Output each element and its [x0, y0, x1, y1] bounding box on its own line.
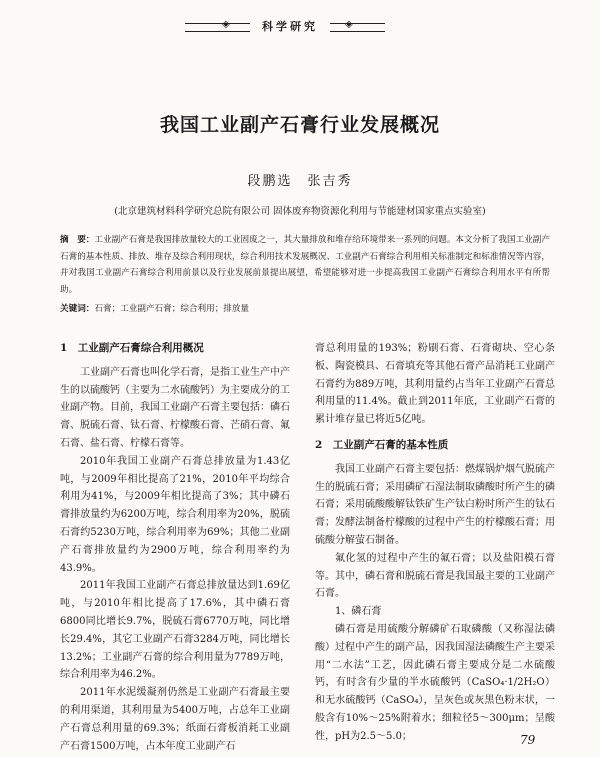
page-number: 79	[520, 733, 536, 747]
subsection-heading: 1、磷石膏	[335, 606, 382, 618]
left-column	[60, 340, 290, 755]
authors: 段鹏选 张吉秀	[247, 174, 353, 189]
right-column	[315, 340, 555, 746]
affiliation: (北京建筑材料科学研究总院有限公司 固体废弃物资源化利用与节能建材国家重点实验室)	[114, 206, 486, 217]
journal-section-header	[0, 18, 600, 58]
keywords-text: 石膏；工业副产石膏；综合利用；排放量	[94, 304, 250, 314]
section-label: 科学研究	[250, 18, 330, 34]
keywords	[60, 302, 550, 314]
body-paragraph: 工业副产石膏也叫化学石膏，是指工业生产中产生的以硫酸钙（主要为二水硫酸钙）为主要成分的工业副产物。目前，我国工业副产石膏主要包括：磷石膏、脱硫石膏、钛石膏、柠檬酸石膏、芒硝石膏、氟石膏、盐石膏、柠檬石膏等。	[60, 366, 290, 449]
body-paragraph: 氟化氢的过程中产生的氟石膏；以及盐阳模石膏等。其中，磷石膏和脱硫石膏是我国最主要的工业副产石膏。	[315, 552, 555, 600]
section-1-heading: 1 工业副产石膏综合利用概况	[60, 342, 204, 354]
abstract-label: 摘 要：	[60, 235, 95, 245]
article-title: 我国工业副产石膏行业发展概况	[159, 114, 440, 136]
body-paragraph: 2011年我国工业副产石膏总排放量达到1.69亿吨，与2010年相比提高了17.6%，其中磷石膏6800同比增长9.7%，脱硫石膏6770万吨，同比增长29.4%，其它工业副产石膏3284万吨，同比增长13.2%；工业副产石膏的综合利用量为7789万吨，综合利用率为46.2%。	[60, 580, 290, 681]
header-diamond-icon: ◈	[222, 19, 230, 30]
abstract	[60, 232, 550, 298]
body-paragraph: 2011年水泥缓凝剂仍然是工业副产石膏最主要的利用渠道，其利用量为5400万吨，占总年工业副产石膏总利用量的69.3%；纸面石膏板消耗工业副产石膏1500万吨，占本年度工业副产石	[60, 687, 290, 752]
abstract-text: 工业副产石膏是我国排放量较大的工业固废之一，其大量排放和堆存给环境带来一系列的问题。本文分析了我国工业副产石膏的基本性质、排放、堆存及综合利用现状，综合利用技术发展概况、工业副产石膏综合利用相关标准制定和标准情况等内容，并对我国工业副产石膏综合利用前景以及行业发展前景提出展望，希望能够对进一步提高我国工业副产石膏综合利用水平有所帮助。	[60, 235, 550, 295]
body-paragraph: 我国工业副产石膏主要包括：燃煤锅炉烟气脱硫产生的脱硫石膏；采用磷矿石湿法制取磷酸时所产生的磷石膏；采用硫酸酸解钛铁矿生产钛白粉时所产生的钛石膏；发酵法制备柠檬酸的过程中产生的柠檬酸石膏；用硫酸分解萤石制备。	[315, 463, 555, 546]
header-diamond-icon: ◈	[345, 19, 353, 30]
body-paragraph: 磷石膏是用硫酸分解磷矿石取磷酸（又称湿法磷酸）过程中产生的副产品，因我国湿法磷酸生产主要采用“二水法”工艺，因此磷石膏主要成分是二水硫酸钙，有时含有少量的半水硫酸钙（CaSO₄·1/2H₂O）和无水硫酸钙（CaSO₄），呈灰色或灰黑色粉末状，一般含有10%～25%附着水；细粒径5～300μm；呈酸性，pH为2.5～5.0；	[315, 623, 555, 742]
keywords-label: 关键词：	[60, 304, 95, 314]
body-paragraph: 2010年我国工业副产石膏总排放量为1.43亿吨，与2009年相比提高了21%，2010年平均综合利用为41%，与2009年相比提高了3%；其中磷石膏排放量约为6200万吨，综合利用率为20%，脱硫石膏约5230万吨，综合利用率为69%；其他二业副产石膏排放量约为2900万吨，综合利用率约为43.9%。	[60, 455, 290, 574]
body-paragraph-continued: 膏总利用量的193%；粉刷石膏、石膏砌块、空心条板、陶瓷模具、石膏填充等其他石膏产品消耗工业副产石膏约为889万吨，其利用量约占当年工业副产石膏总利用量的11.4%。截止到2011年底，工业副产石膏的累计堆存量已将近5亿吨。	[315, 343, 555, 426]
section-2-heading: 2 工业副产石膏的基本性质	[315, 438, 449, 451]
